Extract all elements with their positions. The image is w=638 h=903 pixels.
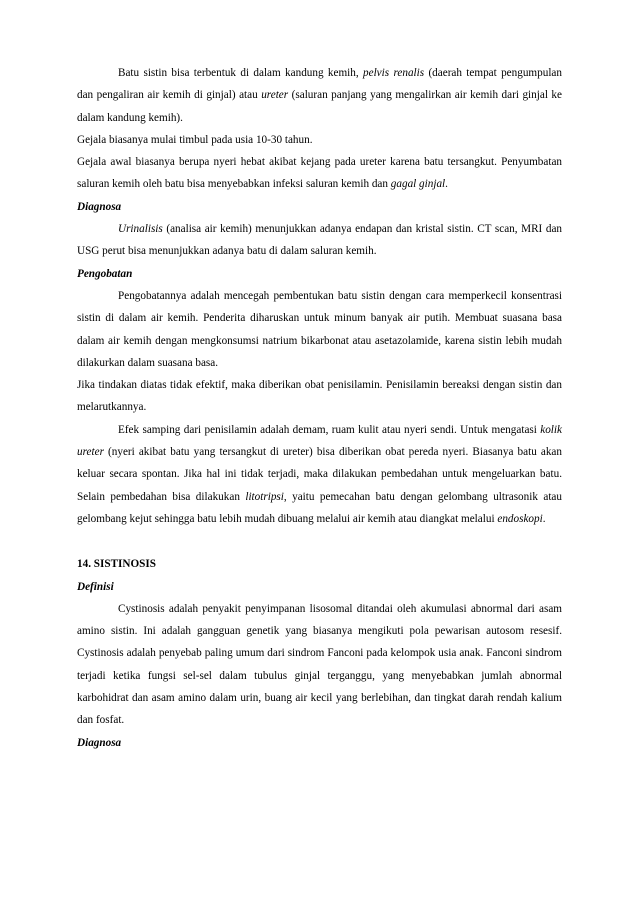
text: . [542,512,546,525]
text: (analisa air kemih) menunjukkan adanya endapan dan kristal sistin. CT scan, MRI dan USG perut bisa menunjukkan adanya batu di dalam saluran kemih. [77,223,562,258]
text: (daerah tempat pengumpulan dan pengaliran air kemih di ginjal) atau [77,67,562,102]
section-title: 14. SISTINOSIS [77,558,156,571]
term-kolik-ureter: kolik ureter [77,423,562,459]
term-gagal-ginjal: gagal ginjal [390,178,446,191]
text: . [445,178,448,191]
term-urinalisis: Urinalisis [118,223,163,236]
paragraph-urinalisis [77,218,562,263]
paragraph-batu-sistin [77,62,562,129]
text: Efek samping dari penisilamin adalah demam, ruam kulit atau nyeri sendi. Untuk mengatasi [118,423,541,436]
paragraph-pengobatan: Pengobatannya adalah mencegah pembentukan batu sistin dengan cara memperkecil konsentrasi sistin di dalam air kemih. Penderita diharuskan untuk minum banyak air putih. Membuat suasana basa dalam air kemih dengan mengkonsumsi natrium bikarbonat atau asetazolamide, karena sistin lebih mudah dilakurkan dalam suasana basa. [77,289,562,369]
term-pelvis-renalis: pelvis renalis [363,67,425,79]
term-ureter: ureter [261,89,289,102]
text: Batu sistin bisa terbentuk di dalam kandung kemih, [118,67,364,79]
heading-definisi: Definisi [77,580,114,593]
paragraph-efek-samping [77,419,562,530]
text: , yaitu pemecahan batu dengan gelombang ultrasonik atau gelombang kejut sehingga batu lebih mudah dibuang melalui air kemih atau diangkat melalui [77,490,562,525]
term-endoskopi: endoskopi [497,512,543,525]
text: (saluran panjang yang mengalirkan air kemih dari ginjal ke dalam kandung kemih). [77,89,562,124]
heading-pengobatan: Pengobatan [77,267,133,280]
paragraph-cystinosis: Cystinosis adalah penyakit penyimpanan lisosomal ditandai oleh akumulasi abnormal dari asam amino sistin. Ini adalah gangguan genetik yang biasanya mengikuti pola pewarisan autosom resesif. Cystinosis adalah penyebab paling umum dari sindrom Fanconi pada kelompok usia anak. Fanconi sindrom terjadi ketika fungsi sel-sel dalam tubulus ginjal terganggu, yang menyebabkan jumlah abnormal karbohidrat dan asam amino dalam urin, buang air kecil yang berlebihan, dan tingkat darah rendah kalium dan fosfat. [77,602,562,727]
paragraph-gejala-usia: Gejala biasanya mulai timbul pada usia 10-30 tahun. [77,133,313,146]
heading-diagnosa-2: Diagnosa [77,736,122,749]
term-litotripsi: litotripsi [245,490,284,503]
heading-diagnosa: Diagnosa [77,200,122,213]
paragraph-penisilamin: Jika tindakan diatas tidak efektif, maka diberikan obat penisilamin. Penisilamin bereaksi dengan sistin dan melarutkannya. [77,379,562,414]
paragraph-gejala-awal [77,151,562,196]
text: (nyeri akibat batu yang tersangkut di ureter) bisa diberikan obat pereda nyeri. Biasanya batu akan keluar secara spontan. Jika hal ini tidak terjadi, maka dilakukan pembedahan untuk mengeluarkan batu. Selain pembedahan bisa dilakukan [77,446,562,503]
document-page [77,62,562,754]
text: Gejala awal biasanya berupa nyeri hebat akibat kejang pada ureter karena batu tersangkut. Penyumbatan saluran kemih oleh batu bisa menyebabkan infeksi saluran kemih dan [77,156,562,191]
